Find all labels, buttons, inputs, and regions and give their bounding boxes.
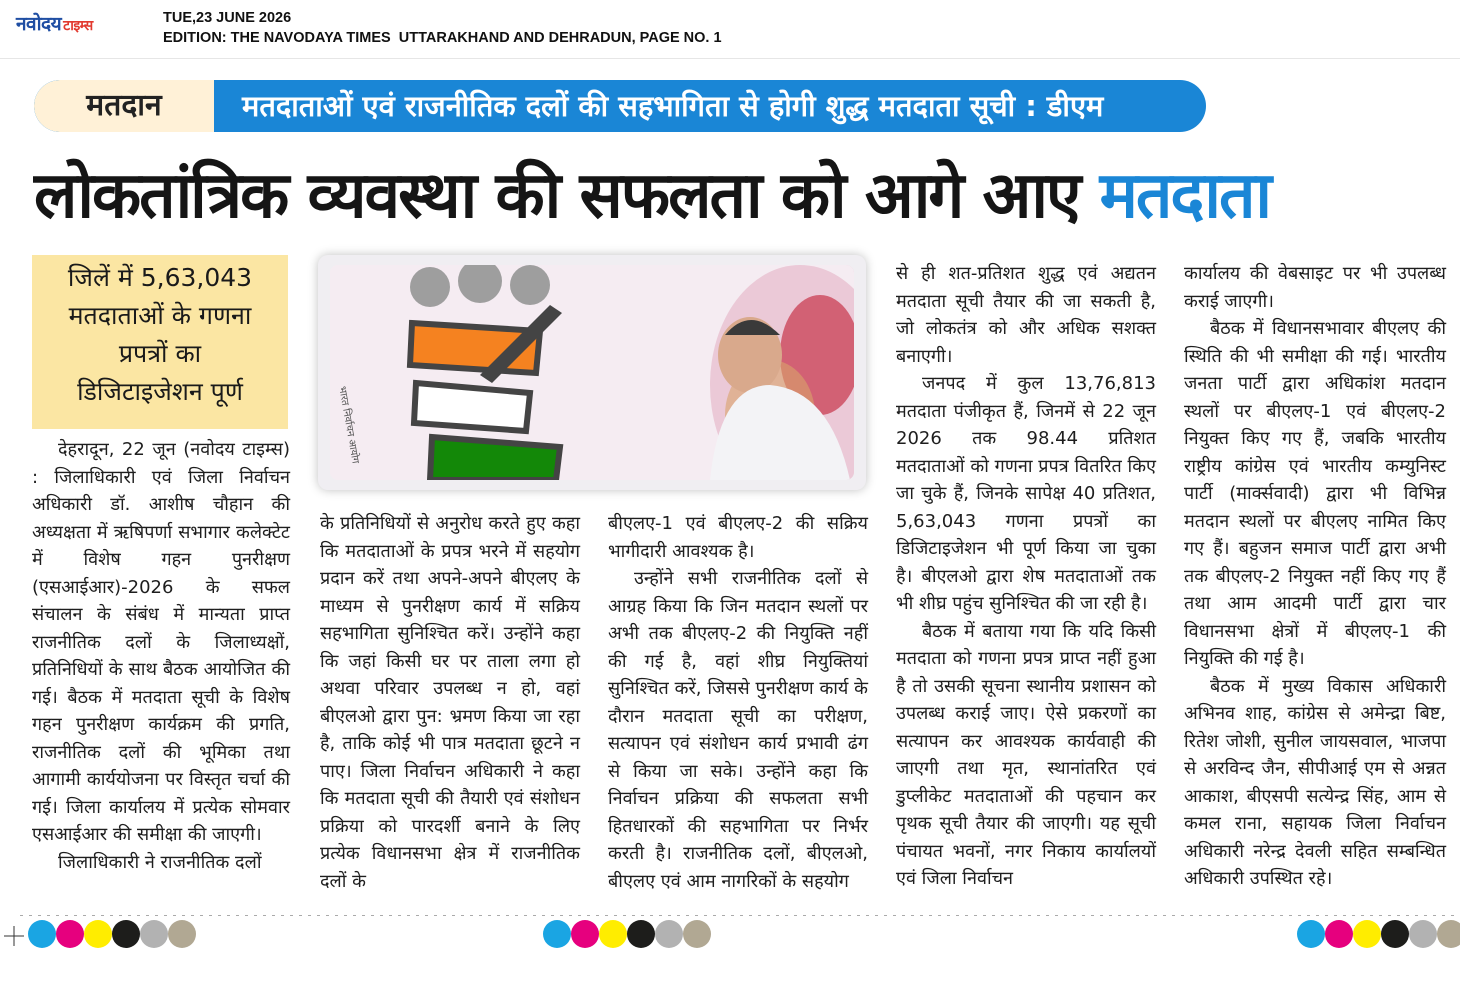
registration-dot [599, 920, 627, 948]
article-paragraph: कार्यालय की वेबसाइट पर भी उपलब्ध कराई जाएगी। [1184, 263, 1446, 312]
registration-dot [1437, 920, 1460, 948]
highlight-line: डिजिटाइजेशन पूर्ण [77, 377, 243, 406]
registration-marks [0, 915, 1460, 955]
registration-dot [1409, 920, 1437, 948]
article-paragraph: देहरादून, 22 जून (नवोदय टाइम्स) : जिलाधिकारी एवं जिला निर्वाचन अधिकारी डॉ. आशीष चौहान की अध्यक्षता में ऋषिपर्णा सभागार कलेक्टेट में विशेष गहन पुनरीक्षण (एसआईआर)-2026 के सफल संचालन के संबंध में मान्यता प्राप्त राजनीतिक दलों के जिलाध्यक्षों, प्रतिनिधियों के साथ बैठक आयोजित की गई। बैठक में मतदाता सूची के विशेष गहन पुनरीक्षण कार्यक्रम की प्रगति, राजनीतिक दलों की भूमिका तथा आगामी कार्ययोजना पर विस्तृत चर्चा की गई। जिला कार्यालय में प्रत्येक सोमवार एसआईआर की समीक्षा की जाएगी। [32, 439, 290, 845]
article-column-1 [32, 436, 290, 876]
registration-dot [543, 920, 571, 948]
article-paragraph: बैठक में मुख्य विकास अधिकारी अभिनव शाह, कांग्रेस से अमेन्द्रा बिष्ट, रितेश जोशी, सुनील जायसवाल, भाजपा से अरविन्द जैन, सीपीआई एम से अन्नत आकाश, बीएसपी सत्येन्द्र सिंह, आम से कमल राना, सहायक जिला निर्वाचन अधिकारी नरेन्द्र देवली सहित सम्बन्धित अधिकारी उपस्थित रहे। [1184, 675, 1446, 889]
kicker-bar [34, 80, 1206, 132]
registration-dot [683, 920, 711, 948]
article-paragraph: बैठक में विधानसभावार बीएलए की स्थिति की भी समीक्षा की गई। भारतीय जनता पार्टी द्वारा अधिकांश मतदान स्थलों पर बीएलए-1 एवं बीएलए-2 नियुक्त किए गए हैं, जबकि भारतीय राष्ट्रीय कांग्रेस एवं भारतीय कम्युनिस्ट पार्टी (मार्क्सवादी) द्वारा भी विभिन्न मतदान स्थलों पर बीएलए नामित किए गए हैं। बहुजन समाज पार्टी द्वारा अभी तक बीएलए-2 नियुक्त नहीं किए गए हैं तथा आम आदमी पार्टी द्वारा चार विधानसभा क्षेत्रों में बीएलए-1 की नियुक्ति की गई है। [1184, 318, 1446, 669]
article-column-3 [608, 510, 868, 895]
registration-dot [28, 920, 56, 948]
article-paragraph: जिलाधिकारी ने राजनीतिक दलों [58, 851, 262, 873]
registration-dot [140, 920, 168, 948]
highlight-box [32, 255, 288, 429]
logo-main: नवोदय [16, 13, 62, 35]
highlight-line: जिलें में 5,63,043 [67, 263, 253, 292]
registration-dot [1353, 920, 1381, 948]
registration-dot [1297, 920, 1325, 948]
emblem-caption: भारत निर्वाचन आयोग [336, 385, 361, 465]
edition-info [163, 8, 722, 48]
article-column-4 [896, 260, 1156, 893]
highlight-line: मतदाताओं के गणना [68, 301, 252, 330]
registration-dot [112, 920, 140, 948]
article-column-5 [1184, 260, 1446, 893]
crop-mark-icon [4, 926, 24, 946]
kicker-label: मतदान [34, 80, 214, 132]
article-paragraph: उन्होंने सभी राजनीतिक दलों से आग्रह किया कि जिन मतदान स्थलों पर अभी तक बीएलए-2 की नियुक्ति नहीं की गई है, वहां शीघ्र नियुक्तियां सुनिश्चित करें, जिससे पुनरीक्षण कार्य के दौरान मतदाता सूची का परीक्षण, सत्यापन एवं संशोधन कार्य प्रभावी ढंग से किया जा सके। उन्होंने कहा कि निर्वाचन प्रक्रिया की सफलता सभी हितधारकों की सहभागिता पर निर्भर करती है। राजनीतिक दलों, बीएलओ, बीएलए एवं आम नागरिकों के सहयोग [608, 568, 868, 892]
logo-sub: टाइम्स [63, 18, 93, 34]
eci-emblem-illustration [330, 265, 854, 480]
registration-dot [627, 920, 655, 948]
headline-main: लोकतांत्रिक व्यवस्था की सफलता को आगे आए [34, 159, 1100, 233]
edition-line: EDITION: THE NAVODAYA TIMES UTTARAKHAND AND DEHRADUN, PAGE NO. 1 [163, 30, 722, 46]
newspaper-logo [16, 10, 93, 36]
news-photo [318, 255, 866, 490]
article-paragraph: से ही शत-प्रतिशत शुद्ध एवं अद्यतन मतदाता सूची तैयार की जा सकती है, जो लोकतंत्र को और अधिक सशक्त बनाएगी। [896, 263, 1156, 367]
highlight-line: प्रपत्रों का [118, 339, 202, 368]
article-paragraph: जनपद में कुल 13,76,813 मतदाता पंजीकृत हैं, जिनमें से 22 जून 2026 तक 98.44 प्रतिशत मतदाताओं को गणना प्रपत्र वितरित किए जा चुके हैं, जिनके सापेक्ष 40 प्रतिशत, 5,63,043 गणना प्रपत्रों का डिजिटाइजेशन भी पूर्ण किया जा चुका है। बीएलओ द्वारा शेष मतदाताओं तक भी शीघ्र पहुंच सुनिश्चित की जा रही है। [896, 373, 1156, 614]
registration-dot [168, 920, 196, 948]
masthead [0, 0, 1460, 59]
article-paragraph: बीएलए-1 एवं बीएलए-2 की सक्रिय भागीदारी आवश्यक है। [608, 513, 868, 562]
registration-dot [1381, 920, 1409, 948]
registration-dot [56, 920, 84, 948]
article-paragraph: के प्रतिनिधियों से अनुरोध करते हुए कहा कि मतदाताओं के प्रपत्र भरने में सहयोग प्रदान करें तथा अपने-अपने बीएलए के माध्यम से पुनरीक्षण कार्य में सक्रिय सहभागिता सुनिश्चित करें। उन्होंने कहा कि जहां किसी घर पर ताला लगा हो अथवा परिवार उपलब्ध न हो, वहां बीएलओ द्वारा पुन: भ्रमण किया जा रहा है, ताकि कोई भी पात्र मतदाता छूटने न पाए। जिला निर्वाचन अधिकारी ने कहा कि मतदाता सूची की तैयारी एवं संशोधन प्रक्रिया को पारदर्शी बनाने के लिए प्रत्येक विधानसभा क्षेत्र में राजनीतिक दलों के [320, 513, 580, 892]
headline-accent: मतदाता [1099, 159, 1271, 233]
main-headline [34, 150, 1444, 242]
registration-dot [84, 920, 112, 948]
registration-dot [655, 920, 683, 948]
article-paragraph: बैठक में बताया गया कि यदि किसी मतदाता को गणना प्रपत्र प्राप्त नहीं हुआ है तो उसकी सूचना स्थानीय प्रशासन को उपलब्ध कराई जाए। ऐसे प्रकरणों का सत्यापन कर आवश्यक कार्यवाही की जाएगी तथा मृत, स्थानांतरित एवं डुप्लीकेट मतदाताओं की पहचान कर पृथक सूची तैयार की जाएगी। यह सूची पंचायत भवनों, नगर निकाय कार्यालयों एवं जिला निर्वाचन [896, 620, 1156, 889]
election-commission-photo [330, 265, 854, 480]
registration-dot [1325, 920, 1353, 948]
kicker-text: मतदाताओं एवं राजनीतिक दलों की सहभागिता से होगी शुद्ध मतदाता सूची : डीएम [242, 89, 1104, 123]
date-line: TUE,23 JUNE 2026 [163, 10, 292, 26]
registration-dot [571, 920, 599, 948]
print-registration-strip [0, 915, 1460, 955]
article-column-2 [320, 510, 580, 895]
